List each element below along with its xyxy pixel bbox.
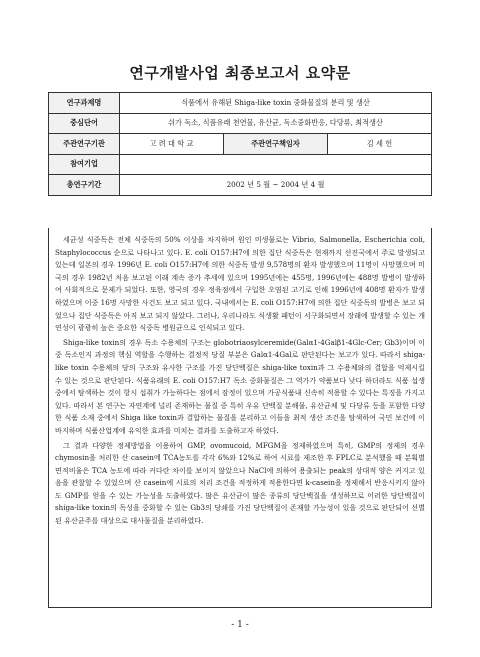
summary-paragraph-1: 세균성 식중독은 전체 식중독의 50% 이상을 차지하며 원인 미생물로는 Vibrio, Salmonella, Escherichia coli, Staphylococcus 순으로 나타나고 있다. E. coli O157:H7에 의한 집단 식중독은 현재까지 선진국에서 주로 발생되고 있는데 일본의 경우 1996년 E. coli O157:H7에 의한 식중독 발생 9,578명의 환자 발생했으며 11명이 사망했으며 미국의 경우 1982년 처음 보고된 이래 계속 증가 추세에 있으며 1995년에는 455명, 1996년에는 488명 발병이 발생하여 사회적으로 문제가 되었다. 또한, 영국의 경우 정육점에서 구입한 오염된 고기로 인해 1996년에 408명 환자가 발생하였으며 이중 16명 사망한 사건도 보고 되고 있다. 국내에서는 E. coli O157:H7에 의한 집단 식중독의 발병은 보고 되었으나 집단 식중독은 아직 보고 되지 않았다. 그러나, 우리나라도 식생활 패턴이 서구화되면서 장래에 발생할 수 있는 개연성이 광광히 높은 중요한 식중독 병원균으로 인식되고 있다. <box>55 235 425 333</box>
summary-paragraph-2: Shiga-like toxin의 경우 독소 수용체의 구조는 globotriaosylceremide(Galα1-4Galβ1-4Glc-Cer; Gb3)이며 이 중 독소인지 과정의 핵심 역할을 수행하는 결정적 당질 부분은 Galα1-4Gal로 판단된다는 보고가 있다. 따라서 shiga-like toxin 수용체의 당의 구조와 유사한 구조를 가진 당단백질은 shiga-like toxin과 그 수용체와의 결합을 억제시킬 수 있는 것으로 판단된다. 식품유래의 E. coli O157:H7 독소 중화물질은 그 역가가 약품보다 낮다 하더라도 식품 섭생 중에서 탐색하는 것이 항시 섭취가 가능하다는 점에서 잠정이 있으며 가공식품내 신속히 적용할 수 있다는 특징을 가지고 있다. 따라서 본 연구는 자연계에 널리 존재하는 물질 중 특히 우유 단백질 분해물, 유산균체 및 다당류 등을 포함한 다양 한 식품 소재 중에서 Shiga like toxin과 결합하는 물질을 분리하고 이들을 최적 생산 조건을 탐색하여 국민 보건에 이바지하며 식품산업계에 유익한 효과를 미치는 결과를 도출하고자 하였다. <box>55 337 425 435</box>
keywords-label: 중심단어 <box>49 113 120 134</box>
summary-table <box>48 92 432 196</box>
pi-label: 주관연구책임자 <box>224 134 328 155</box>
org-label: 주관연구기관 <box>49 134 120 155</box>
page-number: - 1 - <box>231 620 249 630</box>
period-row <box>49 175 432 196</box>
project-value: 식품에서 유해된 Shiga-like toxin 중화물질의 분리 및 생산 <box>120 93 432 114</box>
summary-paragraph-3: 그 결과 다양한 정제방법을 이용하여 GMP, ovomucoid, MFGM을 정제하였으며 특히, GMP의 정제의 경우 chymosin을 처리한 산 casein에 TCA농도를 각각 6%와 12%로 하여 시료를 제조한 후 FPLC로 분석했을 때 분획별 면적비율은 TCA 농도에 따라 커다란 차이를 보이지 않았으나 NaCl에 의하여 용출되는 peak의 상대적 양은 커지고 있음을 관찰할 수 있었으며 산 casein에 시료의 처리 조건을 적정하게 적용한다면 k-casein을 정제해서 반응시키지 않아도 GMP를 얻을 수 있는 가능성을 도출하였다. 많은 유산균이 많은 종류의 당단백질을 생성하므로 이러한 당단백질이 shiga-like toxin의 독성을 중화할 수 있는 Gb3의 당쇄를 가진 당단백질이 존재할 가능성이 있을 것으로 판단되어 선별된 유산균주를 대상으로 대사물질을 분리하였다. <box>55 440 425 526</box>
org-value: 고 려 대 학 교 <box>120 134 224 155</box>
page-title: 연구개발사업 최종보고서 요약문 <box>129 64 351 82</box>
project-row <box>49 93 432 114</box>
project-label: 연구과제명 <box>49 93 120 114</box>
partner-label: 참여기업 <box>49 154 120 175</box>
period-value: 2002 년 5 월 ~ 2004 년 4 월 <box>120 175 432 196</box>
summary-body <box>48 228 432 608</box>
org-row <box>49 134 432 155</box>
partner-value <box>120 154 432 175</box>
partner-row <box>49 154 432 175</box>
keywords-row <box>49 113 432 134</box>
keywords-value: 쉬가 독소, 식품유래 천연물, 유산균, 독소중화반응, 다당류, 최적생산 <box>120 113 432 134</box>
period-label: 총연구기간 <box>49 175 120 196</box>
pi-value: 김 세 헌 <box>328 134 432 155</box>
